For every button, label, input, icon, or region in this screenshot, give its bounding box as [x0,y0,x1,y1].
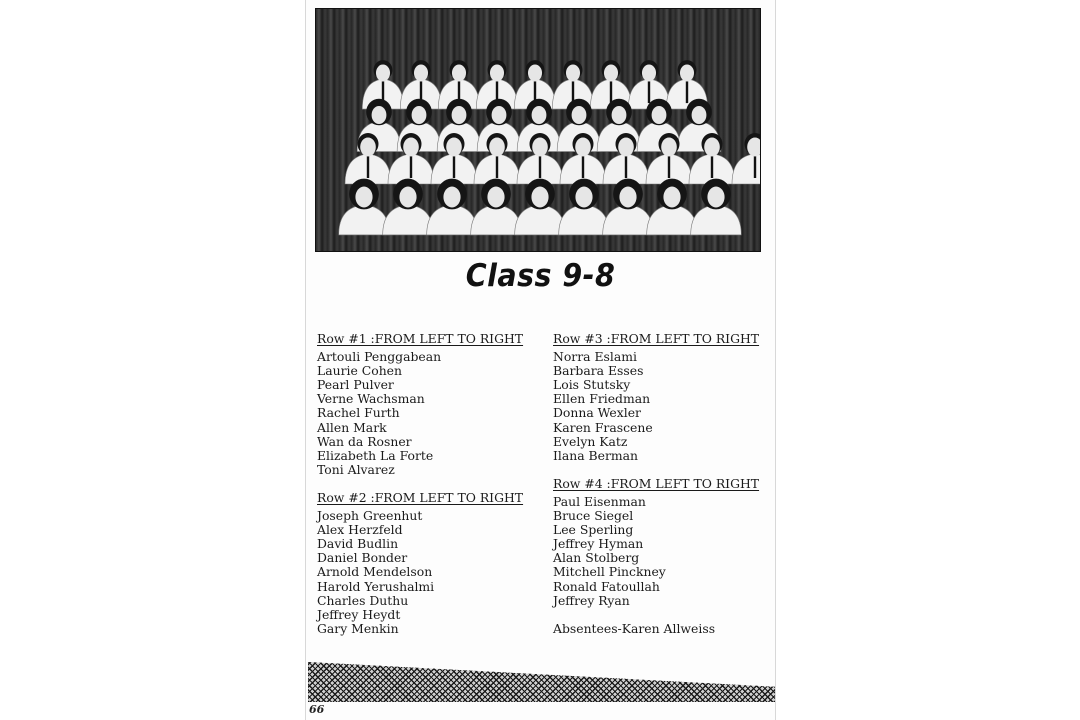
student-face [531,187,548,208]
row-4-heading: Row #4 :FROM LEFT TO RIGHT [553,475,760,491]
row-2-name: Arnold Mendelson [317,564,433,580]
row-4-name: Jeffrey Hyman [553,536,644,552]
student-face [566,64,580,81]
student-face [403,138,419,157]
class-photo-figures [316,9,760,251]
row-2-list [317,491,532,636]
student-tie [610,81,612,103]
row-2-name: David Budlin [317,536,399,552]
row-3-name: Karen Frascene [553,419,653,435]
row-4-name: Bruce Siegel [553,508,634,524]
names-column-right [553,332,768,636]
row-4-name: Lee Sperling [553,522,634,538]
page-number: 66 [309,703,325,716]
row-2-name: Daniel Bonder [317,550,408,566]
row-1-heading: Row #1 :FROM LEFT TO RIGHT [317,331,524,346]
row-4-name: Ronald Fatoullah [553,578,660,594]
student-face [443,187,460,208]
student-tie [539,156,541,178]
student-face [692,106,707,124]
student-face [492,106,507,124]
row-3-name: Barbara Esses [553,363,644,379]
student-tie [496,156,498,178]
row-2-name: Joseph Greenhut [317,508,423,524]
class-photo [315,8,761,252]
row-1-name: Rachel Furth [317,405,400,421]
row-2-heading: Row #2 :FROM LEFT TO RIGHT [317,489,524,505]
yearbook-page [305,0,776,720]
student-tie [410,156,412,178]
row-4-name: Alan Stolberg [553,550,640,566]
row-3-heading: Row #3 :FROM LEFT TO RIGHT [553,331,760,346]
student-tie [668,156,670,178]
row-3-name: Lois Stutsky [553,377,631,393]
student-face [532,106,547,124]
absentees-note: Absentees-Karen Allweiss [553,620,716,636]
student-face [399,187,416,208]
page-title: Class 9-8 [465,258,616,294]
row-1-name: Verne Wachsman [317,391,425,407]
student-face [572,106,587,124]
student-face [612,106,627,124]
row-1-name: Wan da Rosner [317,433,412,449]
student-tie [582,156,584,178]
student-tie [367,156,369,178]
student-face [661,138,677,157]
row-2-name: Charles Duthu [317,592,409,608]
row-1-list [317,332,532,477]
student-face [414,64,428,81]
student-face [575,187,592,208]
student-face [680,64,694,81]
row-2-name: Jeffrey Heydt [317,606,401,622]
student-face [663,187,680,208]
student-face [618,138,634,157]
row-4-name: Mitchell Pinckney [553,564,666,580]
names-column-left [317,332,532,636]
student-face [446,138,462,157]
row-3-list [553,332,768,463]
student-face [487,187,504,208]
student-face [704,138,720,157]
student-face [490,64,504,81]
student-face [372,106,387,124]
student-tie [754,156,756,178]
row-3-name: Donna Wexler [553,405,641,421]
student-face [360,138,376,157]
student-face [604,64,618,81]
row-4-name: Paul Eisenman [553,493,646,509]
student-face [575,138,591,157]
row-4-list [553,477,768,608]
student-tie [648,81,650,103]
student-face [528,64,542,81]
student-face [619,187,636,208]
student-face [707,187,724,208]
row-1-name: Pearl Pulver [317,377,394,393]
student-face [376,64,390,81]
student-tie [711,156,713,178]
row-2-name: Gary Menkin [317,620,399,636]
student-face [642,64,656,81]
row-3-name: Ilana Berman [553,447,639,463]
student-face [452,64,466,81]
row-3-name: Ellen Friedman [553,391,651,407]
student-face [355,187,372,208]
row-1-name: Laurie Cohen [317,363,402,379]
student-tie [686,81,688,103]
row-2-name: Harold Yerushalmi [317,578,435,594]
student-tie [572,81,574,103]
student-face [452,106,467,124]
row-3-name: Evelyn Katz [553,433,628,449]
row-1-name: Artouli Penggabean [317,349,442,365]
student-tie [453,156,455,178]
row-1-name: Toni Alvarez [317,461,395,477]
student-face [652,106,667,124]
row-1-name: Allen Mark [317,419,387,435]
student-face [412,106,427,124]
row-1-name: Elizabeth La Forte [317,447,434,463]
row-3-name: Norra Eslami [553,349,637,365]
student-face [532,138,548,157]
decorative-hatch-band [308,662,775,702]
student-face [489,138,505,157]
row-2-name: Alex Herzfeld [317,522,403,538]
student-tie [625,156,627,178]
row-4-name: Jeffrey Ryan [553,592,630,608]
